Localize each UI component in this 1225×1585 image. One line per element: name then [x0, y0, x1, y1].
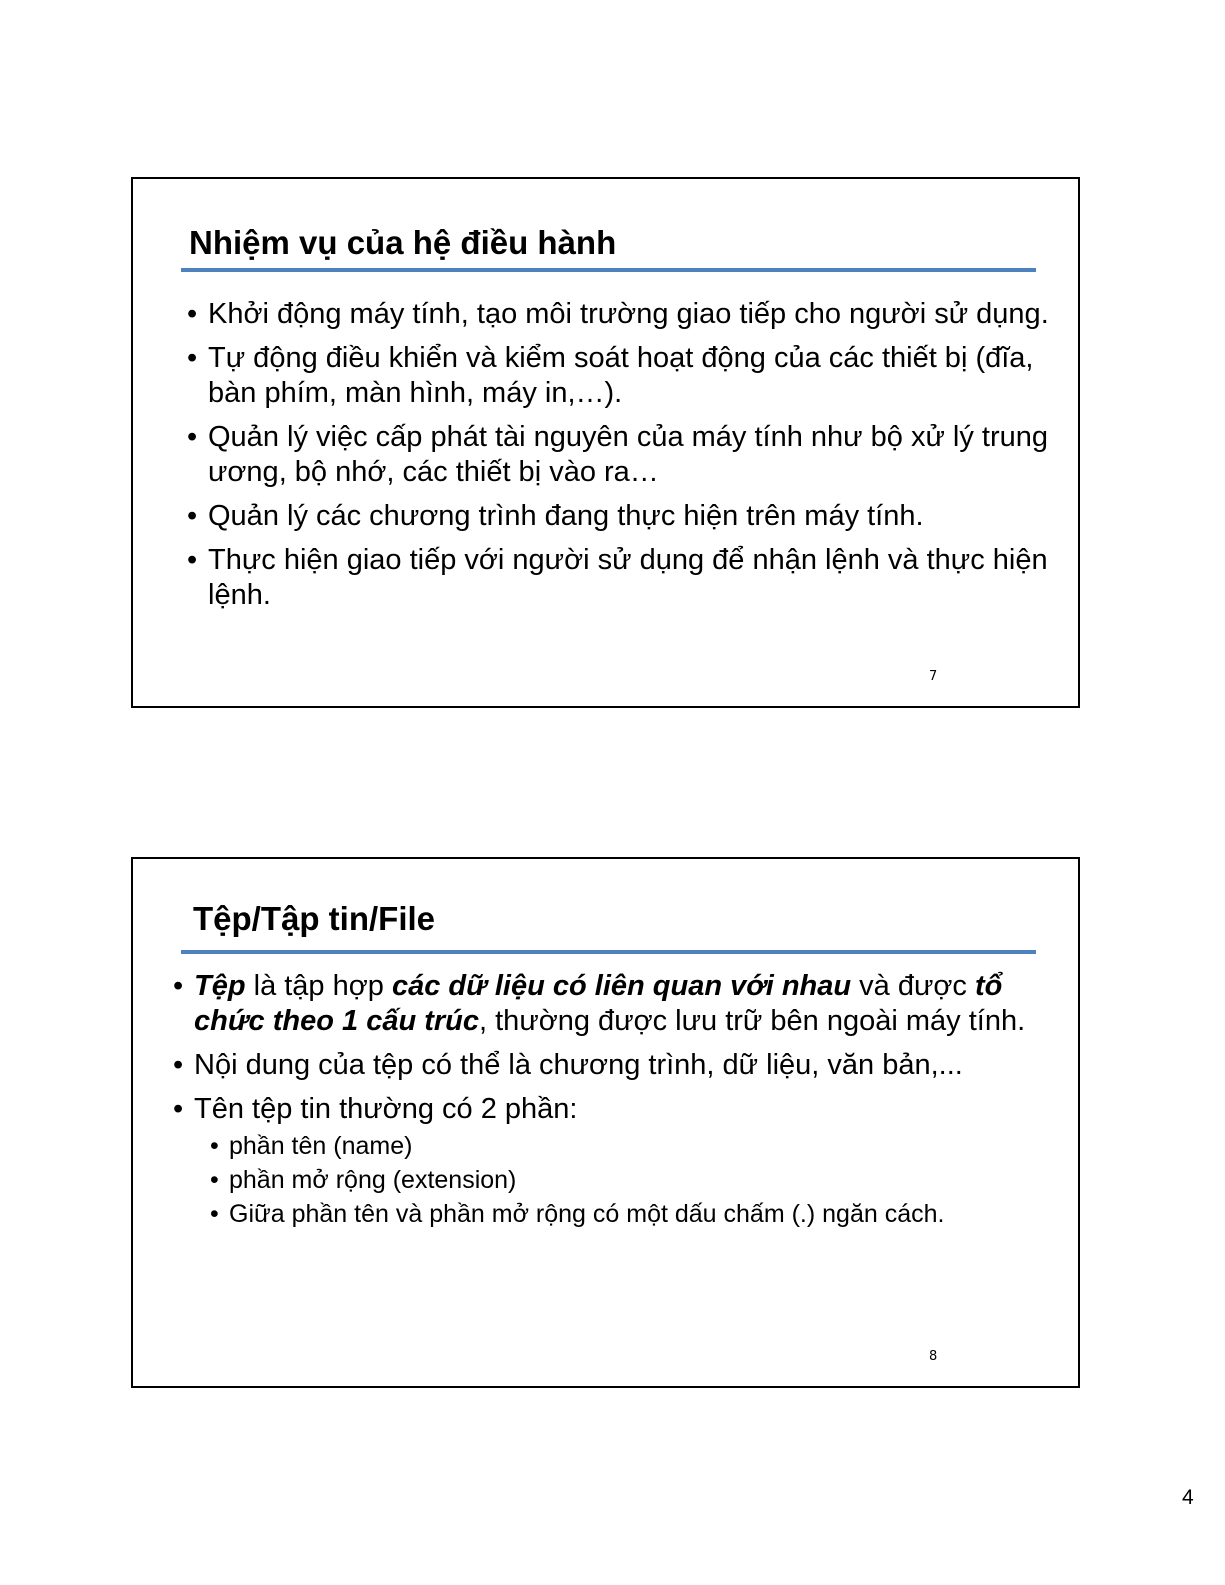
sub-bullet-item: • phần mở rộng (extension)	[210, 1163, 1053, 1197]
slide-number: 7	[929, 669, 938, 684]
bullet-item: • Tự động điều khiển và kiểm soát hoạt động của các thiết bị (đĩa, bàn phím, màn hình, máy in,…).	[187, 341, 1067, 411]
title-underline	[181, 950, 1036, 954]
text-span: và được	[851, 970, 975, 1002]
bullet-item: • Nội dung của tệp có thể là chương trình, dữ liệu, văn bản,...	[173, 1048, 1053, 1083]
sub-bullet-list	[210, 1129, 1053, 1231]
bullet-item: • Khởi động máy tính, tạo môi trường giao tiếp cho người sử dụng.	[187, 297, 1067, 332]
bullet-item: • Thực hiện giao tiếp với người sử dụng để nhận lệnh và thực hiện lệnh.	[187, 543, 1067, 613]
bullet-list	[187, 297, 1067, 622]
slide-title: Tệp/Tập tin/File	[193, 900, 436, 937]
text-span: là tập hợp	[245, 970, 392, 1002]
emphasis-related-data: các dữ liệu có liên quan với nhau	[391, 970, 852, 1002]
slide-7	[131, 177, 1080, 708]
sub-bullet-item: • phần tên (name)	[210, 1129, 1053, 1163]
bullet-text: Tên tệp tin thường có 2 phần:	[194, 1093, 578, 1125]
bullet-item: • Quản lý các chương trình đang thực hiện trên máy tính.	[187, 499, 1067, 534]
term-tep: Tệp	[194, 970, 246, 1002]
title-underline	[181, 268, 1036, 272]
slide-8	[131, 857, 1080, 1388]
emphasis-structure: tổ chức theo 1 cấu trúc	[194, 970, 1003, 1037]
slide-number: 8	[929, 1349, 938, 1364]
sub-bullet-item: • Giữa phần tên và phần mở rộng có một dấu chấm (.) ngăn cách.	[210, 1197, 1053, 1231]
bullet-item	[173, 969, 1053, 1039]
bullet-item: • Quản lý việc cấp phát tài nguyên của máy tính như bộ xử lý trung ương, bộ nhớ, các thiết bị vào ra…	[187, 420, 1067, 490]
text-span: , thường được lưu trữ bên ngoài máy tính.	[479, 1005, 1026, 1037]
slide-title: Nhiệm vụ của hệ điều hành	[189, 224, 617, 261]
bullet-item	[173, 1092, 1053, 1231]
page-number: 4	[1182, 1486, 1194, 1509]
bullet-list	[173, 969, 1053, 1240]
